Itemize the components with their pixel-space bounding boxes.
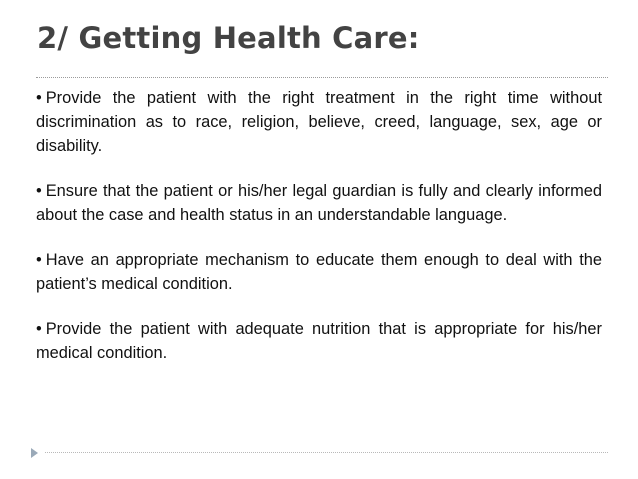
bullet-icon: • <box>36 182 42 200</box>
bullet-icon: • <box>36 89 42 107</box>
bullet-icon: • <box>36 320 42 338</box>
triangle-right-icon <box>31 448 38 458</box>
bottom-divider <box>45 452 608 453</box>
bullet-paragraph <box>36 86 602 158</box>
paragraph-text: Provide the patient with the right treatment in the right time without discrimination as to race, religion, believe, creed, language, sex, age or disability. <box>36 89 602 155</box>
bullet-paragraph <box>36 317 602 365</box>
slide-title: 2/ Getting Health Care: <box>37 21 420 55</box>
paragraph-text: Provide the patient with adequate nutrition that is appropriate for his/her medical condition. <box>36 320 602 362</box>
bullet-paragraph <box>36 248 602 296</box>
bullet-icon: • <box>36 251 42 269</box>
bullet-paragraph <box>36 179 602 227</box>
paragraph-text: Ensure that the patient or his/her legal guardian is fully and clearly informed about the case and health status in an understandable language. <box>36 182 602 224</box>
title-divider <box>36 77 608 78</box>
paragraph-text: Have an appropriate mechanism to educate them enough to deal with the patient’s medical condition. <box>36 251 602 293</box>
slide-content <box>36 86 602 386</box>
